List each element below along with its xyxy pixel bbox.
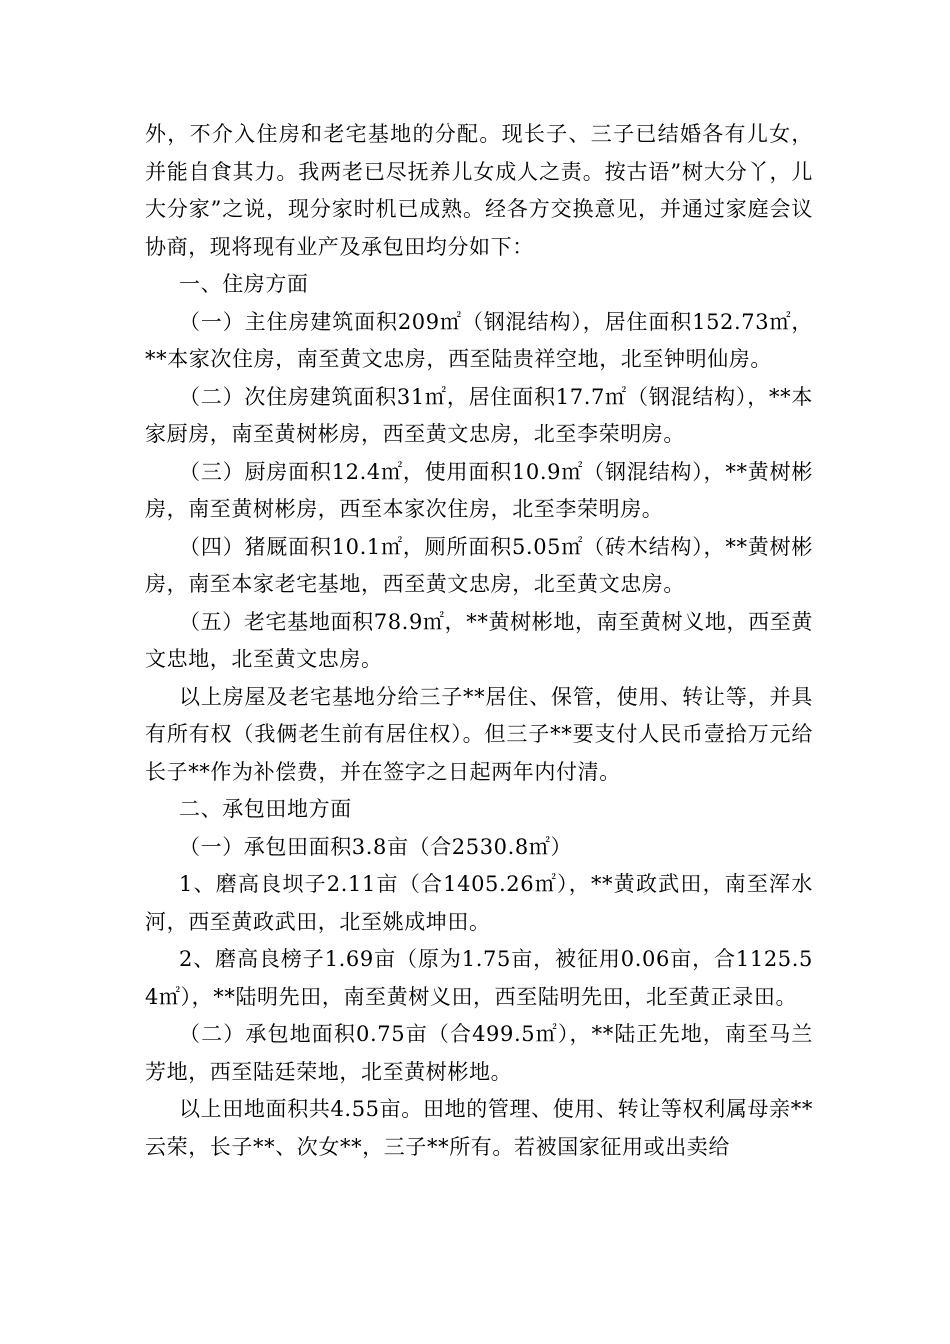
section-heading-farmland: 二、承包田地方面: [179, 797, 352, 821]
item-paddy-2: 2、磨高良榜子1.69亩（原为1.75亩，被征用0.06亩，合1125.54㎡），**陆明先田，南至黄树义田，西至陆明先田，北至黄正录田。: [145, 947, 813, 1009]
item-contracted-dryland: （二）承包地面积0.75亩（合499.5㎡），**陆正先地，南至马兰芳地，西至陆廷荣地，北至黄树彬地。: [145, 1022, 813, 1084]
item-main-residence: （一）主住房建筑面积209㎡（钢混结构），居住面积152.73㎡，**本家次住房，南至黄文忠房，西至陆贵祥空地，北至钟明仙房。: [145, 309, 813, 371]
item-secondary-residence: （二）次住房建筑面积31㎡，居住面积17.7㎡（钢混结构），**本家厨房，南至黄树彬房，西至黄文忠房，北至李荣明房。: [145, 384, 813, 446]
item-paddy-1: 1、磨高良坝子2.11亩（合1405.26㎡），**黄政武田，南至浑水河，西至黄政武田，北至姚成坤田。: [145, 872, 813, 934]
item-old-homestead: （五）老宅基地面积78.9㎡，**黄树彬地，南至黄树义地，西至黄文忠地，北至黄文忠房。: [145, 609, 813, 671]
item-contracted-paddy: （一）承包田面积3.8亩（合2530.8㎡）: [179, 834, 573, 859]
document-page: [145, 116, 813, 1166]
paragraph-intro-continued: 外，不介入住房和老宅基地的分配。现长子、三子已结婚各有儿女，并能自食其力。我两老已尽抚养儿女成人之责。按古语”树大分丫，儿大分家”之说，现分家时机已成熟。经各方交换意见，并通过家庭会议协商，现将现有业产及承包田均分如下：: [145, 122, 813, 259]
item-kitchen: （三）厨房面积12.4㎡，使用面积10.9㎡（钢混结构），**黄树彬房，南至黄树彬房，西至本家次住房，北至李荣明房。: [145, 459, 813, 521]
paragraph-housing-allocation: 以上房屋及老宅基地分给三子**居住、保管，使用、转让等，并具有所有权（我俩老生前有居住权）。但三子**要支付人民币壹拾万元给长子**作为补偿费，并在签字之日起两年内付清。: [145, 684, 813, 784]
item-pigsty-toilet: （四）猪厩面积10.1㎡，厕所面积5.05㎡（砖木结构），**黄树彬房，南至本家老宅基地，西至黄文忠房，北至黄文忠房。: [145, 534, 813, 596]
section-heading-housing: 一、住房方面: [179, 272, 309, 296]
paragraph-farmland-allocation: 以上田地面积共4.55亩。田地的管理、使用、转让等权利属母亲**云荣，长子**、次女**，三子**所有。若被国家征用或出卖给: [145, 1097, 813, 1159]
